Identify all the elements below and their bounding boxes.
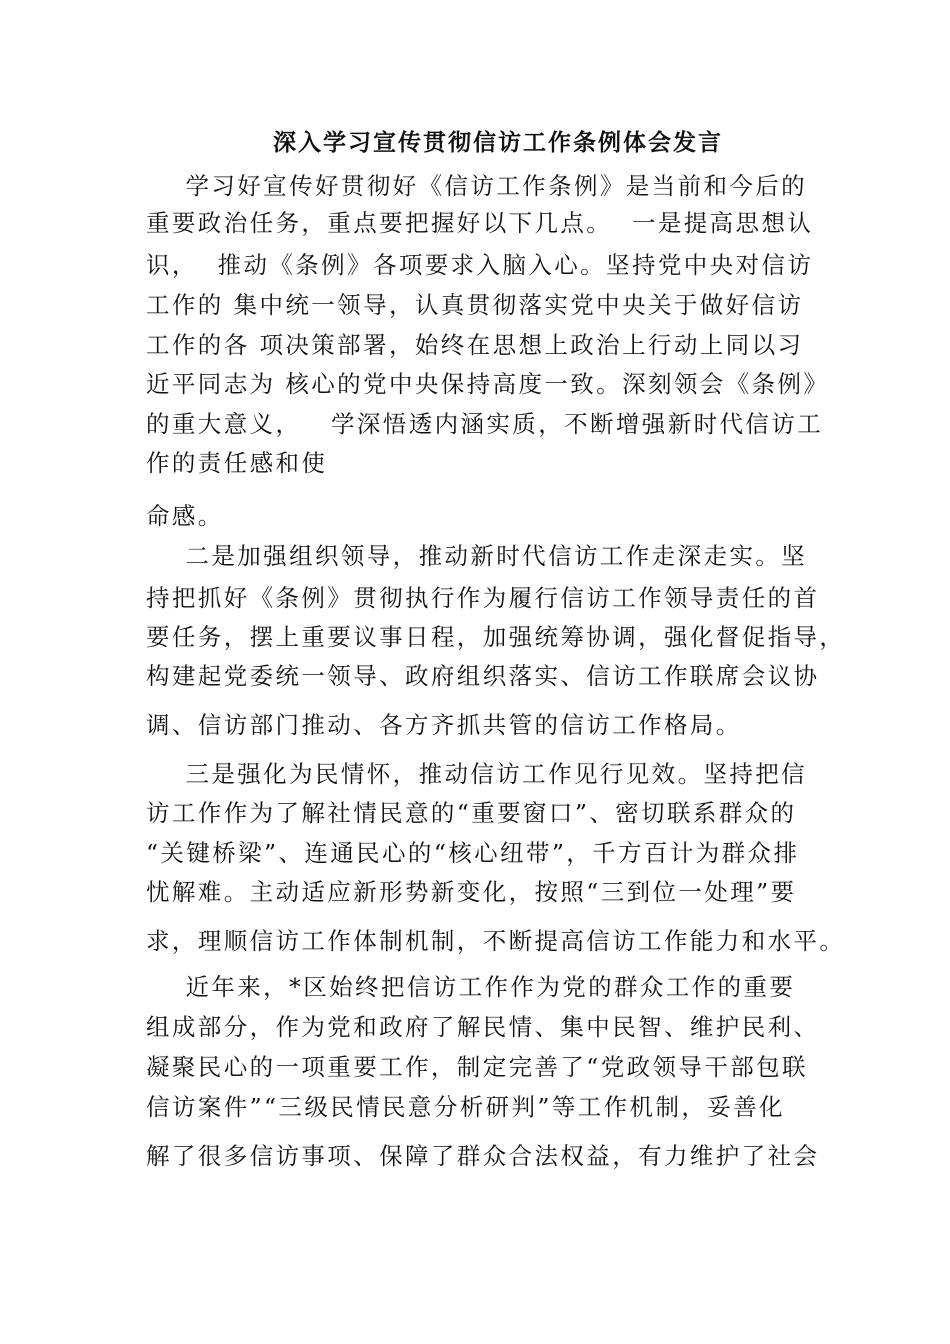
text-line: 调、信访部门推动、各方齐抓共管的信访工作格局。 [146, 711, 742, 739]
text-line: 工作的 集中统一领导，认真贯彻落实党中央关于做好信访 [146, 291, 804, 319]
text-line: 识， 推动《条例》各项要求入脑入心。坚持党中央对信访 [146, 251, 814, 279]
text-line: 访工作作为了解社情民意的“重要窗口”、密切联系群众的 [146, 799, 797, 827]
text-line: 学习好宣传好贯彻好《信访工作条例》是当前和今后的 [146, 172, 808, 200]
text-line: 忧解难。主动适应新形势新变化，按照“三到位一处理”要 [146, 878, 797, 906]
text-line: 作的责任感和使 [146, 449, 328, 477]
text-line: 凝聚民心的一项重要工作，制定完善了“党政领导干部包联 [146, 1053, 808, 1081]
text-line: 工作的各 项决策部署，始终在思想上政治上行动上同以习 [146, 331, 804, 359]
text-line: 构建起党委统一领导、政府组织落实、信访工作联席会议协 [146, 662, 820, 690]
text-line: 组成部分，作为党和政府了解民情、集中民智、维护民利、 [146, 1013, 820, 1041]
text-line: 的重大意义， 学深悟透内涵实质，不断增强新时代信访工 [146, 410, 824, 438]
text-line: 近年来，*区始终把信访工作作为党的群众工作的重要 [146, 973, 796, 1001]
text-line: 重要政治任务，重点要把握好以下几点。 一是提高思想认 [146, 209, 814, 237]
text-line: 信访案件”“三级民情民意分析研判”等工作机制，妥善化 [146, 1093, 785, 1121]
text-line: 求，理顺信访工作体制机制，不断提高信访工作能力和水平。 [146, 927, 846, 955]
text-line: 三是强化为民情怀，推动信访工作见行见效。坚持把信 [146, 760, 808, 788]
text-line: 命感。 [146, 502, 224, 530]
text-line: 近平同志为 核心的党中央保持高度一致。深刻领会《条例》 [146, 370, 830, 398]
text-line: 持把抓好《条例》贯彻执行作为履行信访工作领导责任的首 [146, 584, 820, 612]
text-line: 二是加强组织领导，推动新时代信访工作走深走实。坚 [146, 542, 808, 570]
text-line: 要任务，摆上重要议事日程，加强统筹协调，强化督促指导， [146, 623, 846, 651]
document-title: 深入学习宣传贯彻信访工作条例体会发言 [273, 130, 723, 156]
text-line: 解了很多信访事项、保障了群众合法权益，有力维护了社会 [146, 1142, 820, 1170]
text-line: “关键桥梁”、连通民心的“核心纽带”，千方百计为群众排 [146, 839, 800, 867]
